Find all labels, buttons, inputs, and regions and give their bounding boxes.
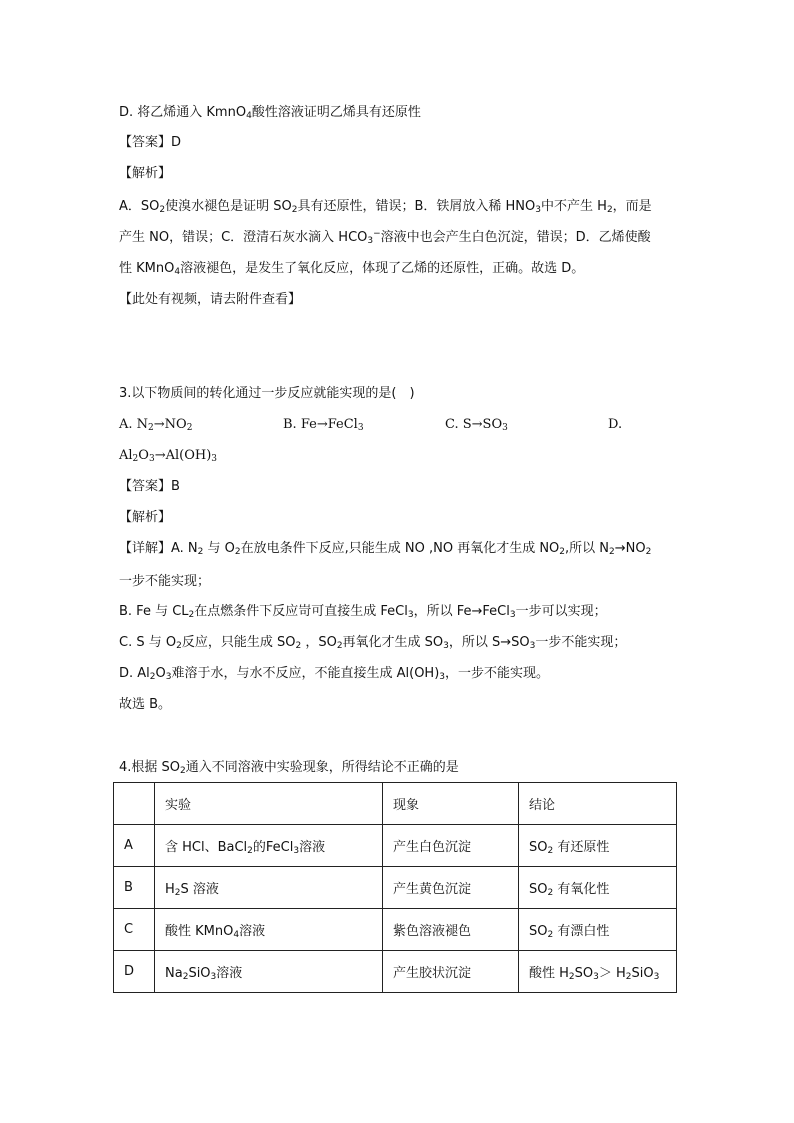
table-header-row xyxy=(114,783,677,825)
analysis-text-line: 产生 NO，错误；C．澄清石灰水滴入 $HCO_3^-$溶液中也会产生白色沉淀，错误；D．乙烯使酸 xyxy=(119,229,651,246)
table-row xyxy=(114,825,677,867)
analysis-text-line: 性 KMnO$_4$溶液褪色，是发生了氧化反应，体现了乙烯的还原性，正确。故选 D。 xyxy=(119,261,585,277)
option-d-label: D. xyxy=(608,417,623,432)
header-cell: 结论 xyxy=(519,783,677,825)
question-4: 4.根据 $SO_2$通入不同溶液中实验现象，所得结论不正确的是 xyxy=(119,760,459,776)
video-note: 【此处有视频，请去附件查看】 xyxy=(119,292,302,307)
conclusion: 故选 B。 xyxy=(119,697,172,712)
option-d-content: $Al_2O_3\to Al(OH)_3$ xyxy=(119,448,217,464)
detail-line: 一步不能实现； xyxy=(119,574,211,589)
experiment-cell: $H_2S$ 溶液 xyxy=(155,867,383,909)
conclusion-cell: $SO_2$ 有还原性 xyxy=(519,825,677,867)
answer-label: 【答案】B xyxy=(119,479,180,494)
phenomenon-cell: 产生白色沉淀 xyxy=(383,825,519,867)
option-c: C. $S\to SO_3$ xyxy=(445,417,508,433)
option-b: B. Fe→FeCl$_3$ xyxy=(283,417,364,433)
detail-line: D. $Al_2O_3$难溶于水，与水不反应，不能直接生成 $Al(OH)_3$，一步不能实现。 xyxy=(119,666,550,682)
table-row xyxy=(114,867,677,909)
row-label: A xyxy=(114,825,155,867)
row-label: C xyxy=(114,909,155,951)
experiment-cell: 酸性 KMnO$_4$溶液 xyxy=(155,909,383,951)
conclusion-cell: $SO_2$ 有氧化性 xyxy=(519,867,677,909)
option-d: D. 将乙烯通入 KmnO$_4$酸性溶液证明乙烯具有还原性 xyxy=(119,105,421,121)
phenomenon-cell: 产生胶状沉淀 xyxy=(383,951,519,993)
table-row xyxy=(114,909,677,951)
header-cell: 现象 xyxy=(383,783,519,825)
conclusion-cell: 酸性 $H_2SO_3> H_2SiO_3$ xyxy=(519,951,677,993)
row-label: D xyxy=(114,951,155,993)
analysis-label: 【解析】 xyxy=(119,166,172,181)
header-cell xyxy=(114,783,155,825)
option-a: A. $N_2\to NO_2$ xyxy=(119,417,193,433)
analysis-label: 【解析】 xyxy=(119,510,172,525)
phenomenon-cell: 紫色溶液褪色 xyxy=(383,909,519,951)
analysis-text-line: A．$SO_2$使溴水褪色是证明 $SO_2$具有还原性，错误；B．铁屑放入稀 $HNO_3$中不产生 $H_2$，而是 xyxy=(119,199,652,215)
conclusion-cell: $SO_2$ 有漂白性 xyxy=(519,909,677,951)
experiment-cell: $Na_2SiO_3$溶液 xyxy=(155,951,383,993)
detail-line: C. S 与 $O_2$反应，只能生成 $SO_2$ ，$SO_2$再氧化才生成 $SO_3$，所以 $S\to SO_3$一步不能实现； xyxy=(119,635,627,651)
experiment-cell: 含 HCl、BaCl$_2$的FeCl$_3$溶液 xyxy=(155,825,383,867)
header-cell: 实验 xyxy=(155,783,383,825)
phenomenon-cell: 产生黄色沉淀 xyxy=(383,867,519,909)
row-label: B xyxy=(114,867,155,909)
answer-label: 【答案】D xyxy=(119,135,182,150)
detail-line: B. Fe 与 $CL_2$在点燃条件下反应岢可直接生成 FeCl$_3$，所以 Fe→FeCl$_3$一步可以实现； xyxy=(119,604,607,620)
detail-line: 【详解】A. $N_2$ 与 $O_2$在放电条件下反应,只能生成 NO ,NO 再氧化才生成 $NO_2$,所以 $N_2\to NO_2$ xyxy=(119,541,652,557)
question-3: 3.以下物质间的转化通过一步反应就能实现的是( ) xyxy=(119,386,415,401)
table-row xyxy=(114,951,677,993)
experiment-table xyxy=(113,782,677,993)
